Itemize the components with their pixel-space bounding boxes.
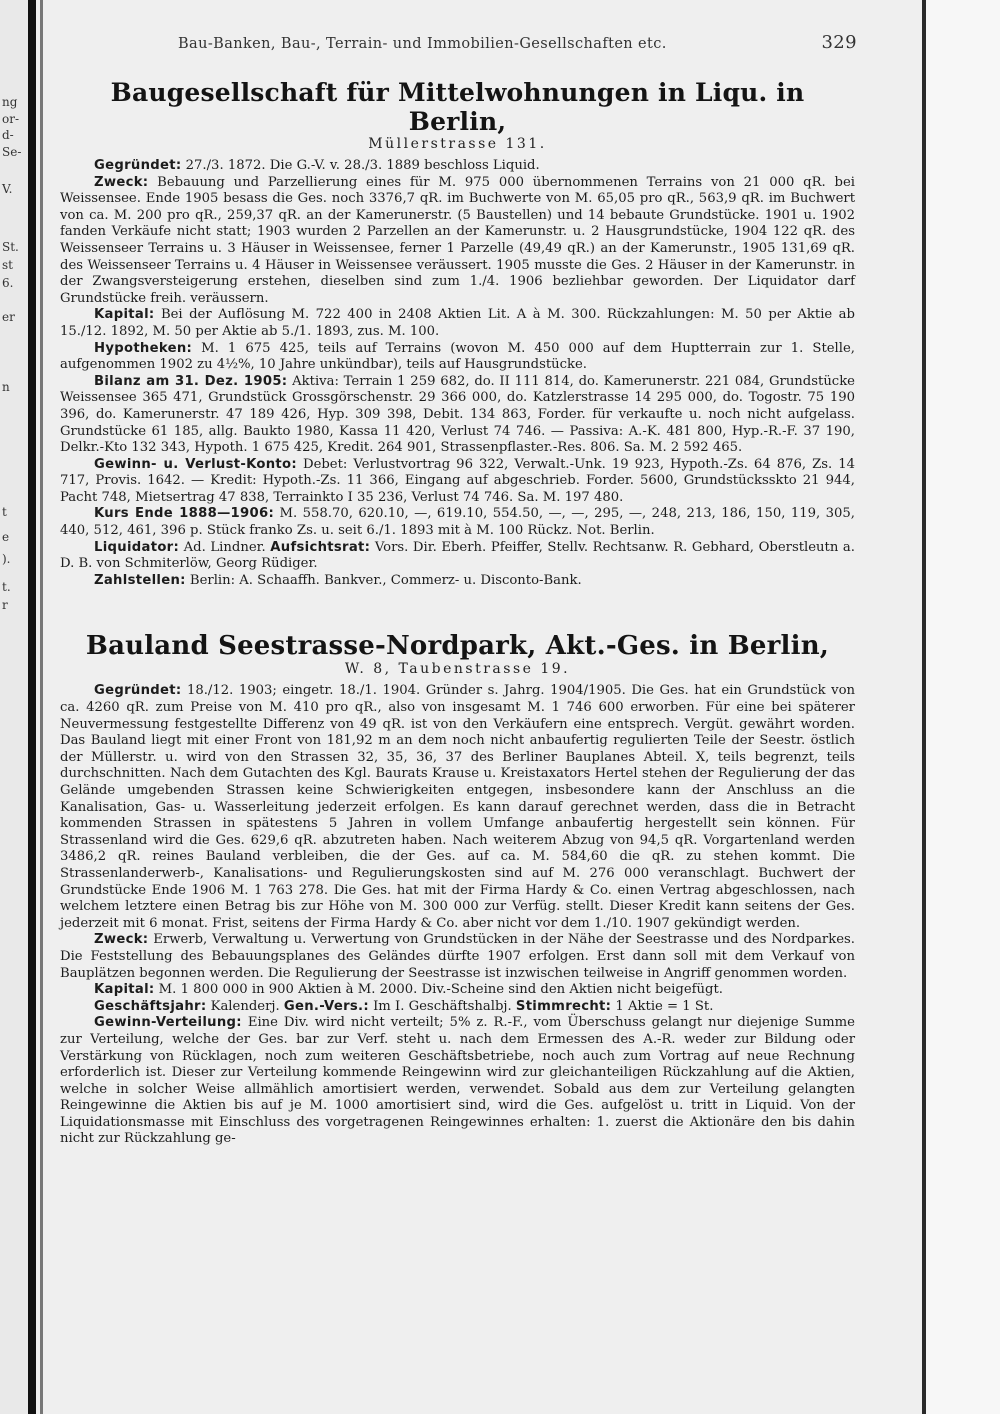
right-page-edge — [922, 0, 1000, 1414]
company-title: Bauland Seestrasse-Nordpark, Akt.-Ges. in Berlin, — [85, 631, 830, 662]
margin-fragment: V. — [2, 182, 13, 196]
company-entry-2 — [60, 631, 855, 1148]
section-label: Zweck: — [94, 174, 149, 190]
section-label: Hypotheken: — [94, 340, 193, 356]
section-text-aufsichtsrat: Vors. Dir. Eberh. Pfeiffer, Stellv. Rechtsanw. R. Gebhard, Oberstleutn a. D. B. von Schmiterlöw, Georg Rüdiger. — [60, 539, 855, 572]
section-gegruendet — [60, 158, 855, 175]
margin-fragment: st — [2, 258, 13, 272]
section-kapital — [60, 307, 855, 340]
section-label: Geschäftsjahr: — [94, 998, 207, 1014]
running-header — [60, 30, 855, 58]
section-text: 27./3. 1872. Die G.-V. v. 28./3. 1889 beschloss Liquid. — [181, 158, 540, 173]
margin-fragment: ). — [2, 552, 11, 566]
company-address: W. 8, Taubenstrasse 19. — [344, 661, 571, 678]
binding-shadow — [40, 0, 43, 1414]
section-label: Gewinn-Verteilung: — [94, 1015, 242, 1031]
section-text: Bebauung und Parzellierung eines für M. 975 000 übernommenen Terrains von 21 000 qR. bei Weissensee. Ende 1905 besass die Ges. noch 3376,7 qR. im Buchwerte von M. 65,05 pro qR., 563,9 qR. im Buchwert von ca. M. 200 pro qR., 259,37 qR. an der Kamerunerstr. (5 Baustellen) und 14 bebaute Grundstücke. 1901 u. 1902 fanden Verkäufe nicht statt; 1903 wurden 2 Parzellen an der Kamerunstr. u. 2 Hausgrundstücke, 1904 122 qR. des Weissenseer Terrains u. 3 Häuser in Weissensee, ferner 1 Parzelle (49,49 qR.) an der Kamerunstr., 1905 131,69 qR. des Weissenseer Terrains u. 4 Häuser in Weissensee veräussert. 1905 musste die Ges. 2 Häuser in der Kamerunstr. in der Zwangsversteigerung erstehen, dieselben sind zum 1./4. 1906 bezliehbar geworden. Der Liquidator darf Grundstücke freih. veräussern. — [60, 174, 855, 306]
running-header-title: Bau-Banken, Bau-, Terrain- und Immobilien-Gesellschaften etc. — [178, 36, 667, 52]
section-text: Erwerb, Verwaltung u. Verwertung von Grundstücken in der Nähe der Seestrasse und des Nordparkes. Die Feststellung des Bebauungsplanes des Geländes dürfte 1907 erfolgen. Erst dann soll mit dem Verkauf von Bauplätzen begonnen werden. Die Regulierung der Seestrasse ist inzwischen teilweise in Angriff genommen worden. — [60, 932, 855, 981]
section-label: Gewinn- u. Verlust-Konto: — [94, 456, 297, 472]
left-gutter — [0, 0, 28, 1414]
margin-fragment: or- — [2, 112, 20, 126]
margin-fragment: Se- — [2, 145, 22, 159]
section-label: Gegründet: — [94, 158, 182, 173]
section-text: Debet: Verlustvortrag 96 322, Verwalt.-Unk. 19 923, Hypoth.-Zs. 64 876, Zs. 14 717, Provis. 1642. — Kredit: Hypoth.-Zs. 11 366, Eingang auf abgeschrieb. Forder. 5600, Grundstücksskto 21 944, Pacht 748, Mietsertrag 47 838, Terrainkto I 35 236, Verlust 74 746. Sa. M. 197 480. — [60, 456, 855, 505]
section-label-stimmrecht: Stimmrecht: — [515, 998, 612, 1014]
section-text: Aktiva: Terrain 1 259 682, do. II 111 814, do. Kamerunerstr. 221 084, Grundstücke Weissensee 365 471, Grundstück Grossgörschenstr. 29 366 000, do. Katzlerstrasse 14 295 000, do. Togostr. 75 190 396, do. Kamerunerstr. 47 189 426, Hyp. 309 398, Debit. 134 863, Forder. für verkaufte u. noch nicht aufgelass. Grundstücke 61 185, allg. Baukto 1980, Kassa 11 420, Verlust 74 746. — Passiva: A.-K. 481 800, Hyp.-R.-F. 37 190, Delkr.-Kto 132 343, Hypoth. 1 675 425, Kredit. 264 901, Strassenpflaster.-Res. 806. Sa. M. 2 592 465. — [60, 373, 855, 456]
section-hypotheken — [60, 341, 855, 374]
section-zweck — [60, 932, 855, 982]
section-label: Zahlstellen: — [94, 572, 186, 588]
section-zahlstellen — [60, 573, 855, 590]
margin-fragment: ng — [2, 95, 18, 109]
section-label-gen-vers: Gen.-Vers.: — [283, 998, 369, 1014]
section-kurs — [60, 506, 855, 539]
section-gegruendet — [60, 683, 855, 932]
margin-fragment: t. — [2, 580, 11, 594]
margin-fragment: t — [2, 505, 7, 519]
margin-fragment: n — [2, 380, 10, 394]
section-label: Zweck: — [94, 932, 149, 948]
section-label: Kapital: — [94, 982, 155, 998]
company-entry-1 — [60, 78, 855, 589]
section-label: Kapital: — [94, 307, 155, 323]
section-liquidator — [60, 540, 855, 573]
section-text: M. 558.70, 620.10, —, 619.10, 554.50, —, —, 295, —, 248, 213, 186, 150, 119, 305, 440, 512, 461, 396 p. Stück franko Zs. u. seit 6./1. 1893 mit à M. 100 Rückz. Not. Berlin. — [60, 506, 856, 539]
section-label-aufsichtsrat: Aufsichtsrat: — [270, 539, 371, 555]
section-text: Kalenderj. — [206, 998, 284, 1014]
margin-fragment: er — [2, 310, 15, 324]
section-kapital — [60, 982, 855, 999]
section-text: Bei der Auflösung M. 722 400 in 2408 Aktien Lit. A à M. 300. Rückzahlungen: M. 50 per Aktie ab 15./12. 1892, M. 50 per Aktie ab 5./1. 1893, zus. M. 100. — [60, 307, 855, 339]
section-text: Eine Div. wird nicht verteilt; 5% z. R.-F., vom Überschuss gelangt nur diejenige Summe zur Verteilung, welche der Ges. bar zur Verf. steht u. nach dem Ermessen des A.-R. weder zur Bildung oder Verstärkung von Rücklagen, noch zum weiteren Geschäftsbetriebe, noch auch zum Vortrag auf neue Rechnung erforderlich ist. Dieser zur Verteilung kommende Reingewinn wird zur gleichanteiligen Rückzahlung auf die Aktien, welche in solcher Weise allmählich amortisiert werden, verwendet. Sobald aus dem zur Verteilung gelangten Reingewinne die Aktien bis auf je M. 1000 amortisiert sind, wird die Ges. aufgelöst u. tritt in Liquid. Von der Liquidationsmasse mit Einschluss des vorgetragenen Reingewinnes erhalten: 1. zuerst die Aktionäre den bis dahin nicht zur Rückzahlung ge- — [60, 1015, 855, 1147]
section-text: Berlin: A. Schaaffh. Bankver., Commerz- u. Disconto-Bank. — [185, 572, 582, 588]
margin-fragment: St. — [2, 240, 19, 254]
margin-fragment: 6. — [2, 276, 14, 290]
section-text: 18./12. 1903; eingetr. 18./1. 1904. Gründer s. Jahrg. 1904/1905. Die Ges. hat ein Grundstück von ca. 4260 qR. zum Preise von M. 410 pro qR., also von insgesamt M. 1 746 600 erworben. Für eine bei späterer Neuvermessung festgestellte Differenz von 49 qR. ist von den Verkäufern eine entsprech. Vergüt. gewährt worden. Das Bauland liegt mit einer Front von 181,92 m an dem noch nicht anbaufertig regulierten Teile der Seestr. östlich der Müllerstr. u. wird von den Strassen 32, 35, 36, 37 des Berliner Bauplanes Abteil. X, teils begrenzt, teils durchschnitten. Nach dem Gutachten des Kgl. Baurats Krause u. Kreistaxators Hertel stehen der Regulierung der das Gelände umgebenden Strassen keine Schwierigkeiten entgegen, insbesondere kann der Anschluss an die Kanalisation, Gas- u. Wasserleitung jederzeit erfolgen. Es kann darauf gerechnet werden, dass die in Betracht kommenden Strassen in spätestens 5 Jahren in vollem Umfange anbaufertig hergestellt sein können. Für Strassenland wird die Ges. 629,6 qR. abzutreten haben. Nach weiterem Abzug von 94,5 qR. Vorgartenland werden 3486,2 qR. reines Bauland verbleiben, die der Ges. auf ca. M. 584,60 die qR. zu stehen kommt. Die Strassenlanderwerb-, Kanalisations- und Regulierungskosten sind auf M. 276 000 veranschlagt. Buchwert der Grundstücke Ende 1906 M. 1 763 278. Die Ges. hat mit der Firma Hardy & Co. einen Vertrag abgeschlossen, nach welchem letztere einen Betrag bis zur Höhe von M. 300 000 zur Verfüg. stellt. Dieser Kredit kann seitens der Ges. jederzeit mit 6 monat. Frist, seitens der Firma Hardy & Co. aber nicht vor dem 1./10. 1907 gekündigt werden. — [60, 683, 855, 931]
section-label: Gegründet: — [94, 683, 182, 699]
company-address: Müllerstrasse 131. — [368, 136, 547, 152]
section-label: Liquidator: — [94, 539, 180, 555]
section-zweck — [60, 175, 855, 308]
section-geschaeftsjahr — [60, 999, 855, 1016]
section-label: Bilanz am 31. Dez. 1905: — [94, 373, 288, 389]
section-text-stimmrecht: 1 Aktie = 1 St. — [611, 998, 714, 1014]
section-text: Ad. Lindner. — [179, 539, 271, 555]
company-title: Baugesellschaft für Mittelwohnungen in Liqu. in Berlin, — [110, 78, 805, 136]
section-gewinn-verlust — [60, 457, 855, 507]
margin-fragment: r — [2, 598, 8, 612]
document-page — [60, 30, 855, 1148]
section-gewinn-verteilung — [60, 1015, 855, 1148]
section-text: M. 1 675 425, teils auf Terrains (wovon M. 450 000 auf dem Huptterrain zur 1. Stelle, aufgenommen 1902 zu 4½%, 10 Jahre unkündbar), teils auf Hausgrundstücke. — [60, 340, 855, 373]
section-text: M. 1 800 000 in 900 Aktien à M. 2000. Div.-Scheine sind den Aktien nicht beigefügt. — [154, 982, 723, 998]
margin-fragment: e — [2, 530, 10, 544]
margin-fragment: d- — [2, 128, 14, 142]
section-text-gen-vers: Im I. Geschäftshalbj. — [368, 998, 516, 1014]
section-label: Kurs Ende 1888—1906: — [94, 506, 275, 522]
page-number: 329 — [821, 32, 857, 53]
binding-edge — [28, 0, 36, 1414]
section-bilanz — [60, 374, 855, 457]
